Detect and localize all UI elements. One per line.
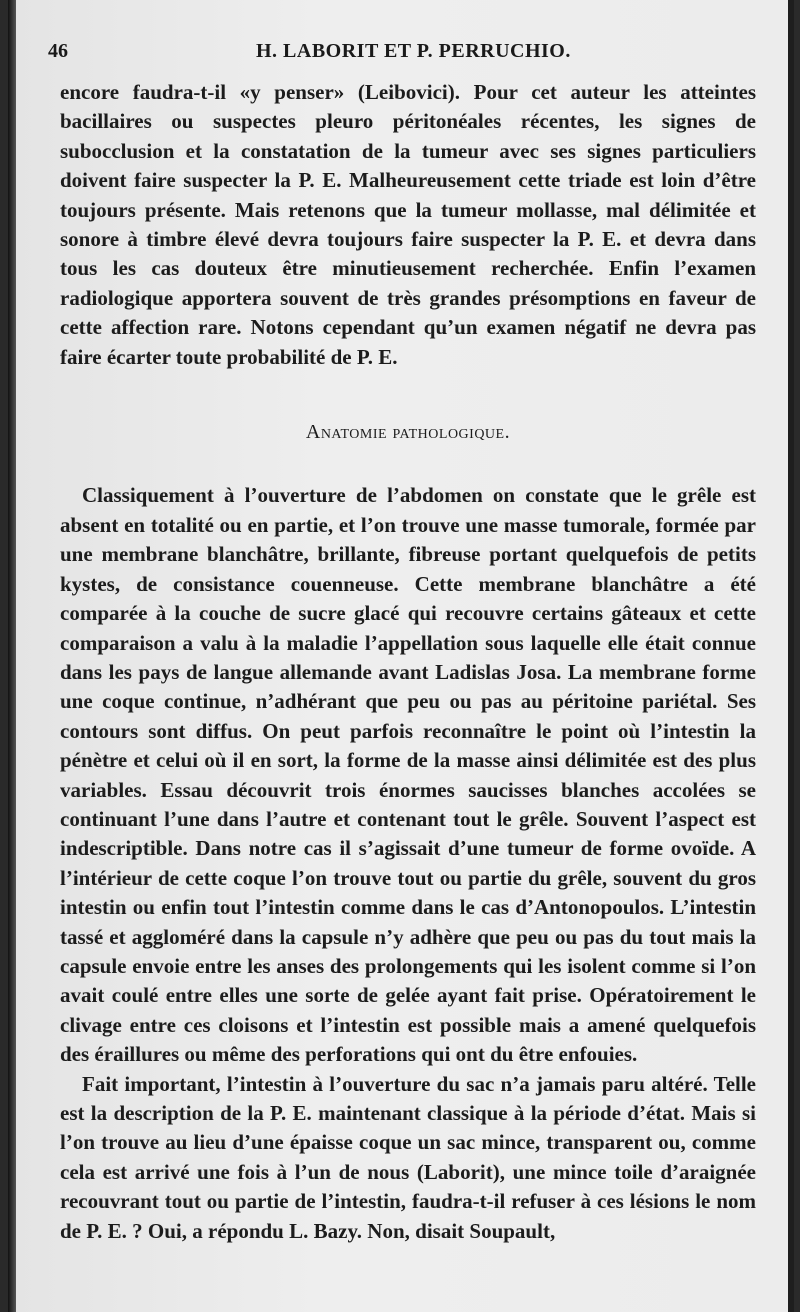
page-body xyxy=(60,78,756,1246)
book-page xyxy=(8,0,794,1312)
paragraph: Classiquement à l’ouverture de l’abdomen on constate que le grêle est absent en totalité ou en partie, et l’on trouve une masse tumorale, formée par une membrane blanchâtre, brillante, fibreuse portant quelquefois de petits kystes, de consistance couenneuse. Cette membrane blanchâtre a été comparée à la couche de sucre glacé qui recouvre certains gâteaux et cette comparaison a valu à la maladie l’appellation sous laquelle elle était connue dans les pays de langue allemande avant Ladislas Josa. La membrane forme une coque continue, n’adhérant que peu ou pas au péritoine pariétal. Ses contours sont diffus. On peut parfois reconnaître le point où l’intestin la pénètre et celui où il en sort, la forme de la masse ainsi délimitée est des plus variables. Essau découvrit trois énormes saucisses blanches accolées se continuant l’une dans l’autre et contenant tout le grêle. Souvent l’aspect est indescriptible. Dans notre cas il s’agissait d’une tumeur de forme ovoïde. A l’intérieur de cette coque l’on trouve tout ou partie du grêle, souvent du gros intestin ou enfin tout l’intestin comme dans le cas d’Antonopoulos. L’intestin tassé et aggloméré dans la capsule n’y adhère que peu ou pas du tout mais la capsule envoie entre les anses des prolongements qui les isolent comme si l’on avait coulé entre elles une sorte de gelée ayant fait prise. Opératoirement le clivage entre ces cloisons et l’intestin est possible mais a amené quelquefois des éraillures ou même des perforations qui ont du être enfouies. xyxy=(60,483,756,1067)
page-number: 46 xyxy=(48,40,68,62)
running-header xyxy=(48,40,748,70)
running-title: H. LABORIT ET P. PERRUCHIO. xyxy=(256,40,571,62)
section-heading: Anatomie pathologique. xyxy=(305,421,511,444)
page-edge-shadow xyxy=(788,0,794,1312)
paragraph: Fait important, l’intestin à l’ouverture du sac n’a jamais paru altéré. Telle est la description de la P. E. maintenant classique à la période d’état. Mais si l’on trouve au lieu d’une épaisse coque un sac mince, transparent ou, comme cela est arrivé une fois à l’un de nous (Laborit), une mince toile d’araignée recouvrant tout ou partie de l’intestin, faudra-t-il refuser à ces lésions le nom de P. E. ? Oui, a répondu L. Bazy. Non, disait Soupault, xyxy=(60,1071,756,1243)
page-gutter-shadow xyxy=(8,0,16,1312)
paragraph-continued: encore faudra-t-il «y penser» (Leibovici). Pour cet auteur les atteintes bacillaires ou suspectes pleuro péritonéales récentes, les signes de subocclusion et la constatation de la tumeur avec ses signes particuliers doivent faire suspecter la P. E. Malheureusement cette triade est loin d’être toujours présente. Mais retenons que la tumeur mollasse, mal délimitée et sonore à timbre élevé devra toujours faire suspecter la P. E. et devra dans tous les cas douteux être minutieusement recherchée. Enfin l’examen radiologique apportera souvent de très grandes présomptions en faveur de cette affection rare. Notons cependant qu’un examen négatif ne devra pas faire écarter toute probabilité de P. E. xyxy=(60,80,756,369)
